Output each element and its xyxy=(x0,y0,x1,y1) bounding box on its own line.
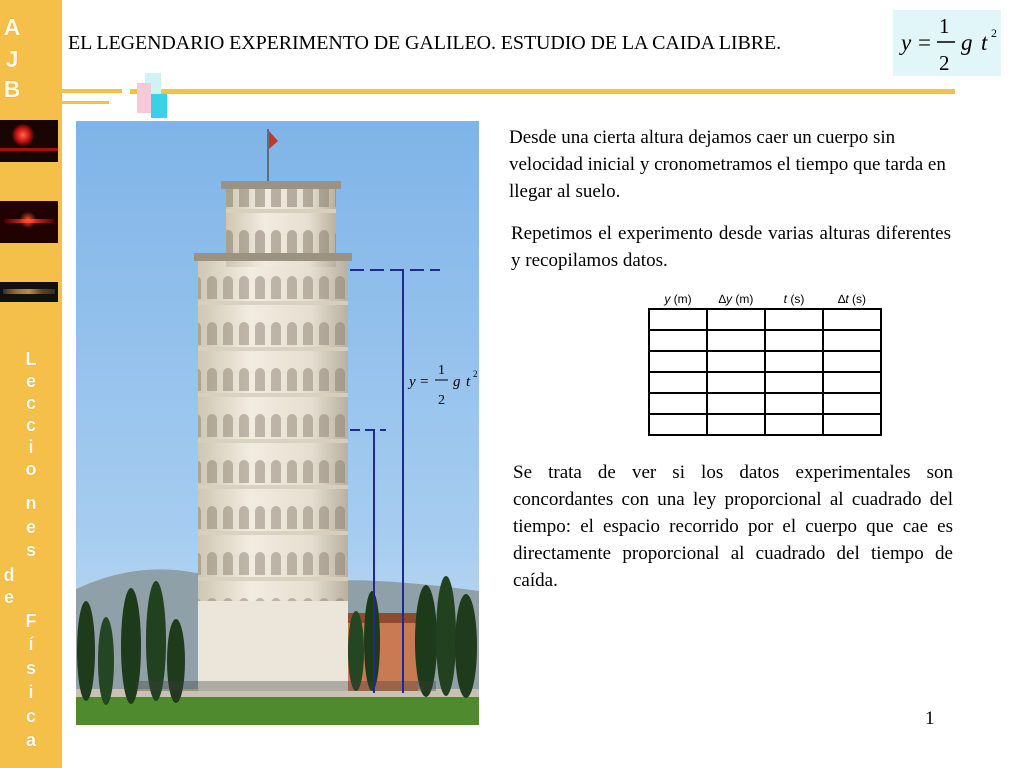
formula-t: t xyxy=(981,30,988,55)
vertical-letter: o xyxy=(25,459,37,479)
vertical-letter: c xyxy=(25,415,36,435)
table-row xyxy=(649,414,881,435)
thumbnail-spectrum xyxy=(0,282,58,302)
thumbnail-red-laser xyxy=(0,201,58,243)
table-cell xyxy=(765,414,823,435)
decor-square-pink xyxy=(137,83,151,113)
table-cell xyxy=(765,372,823,393)
logo-letter-a: A xyxy=(3,14,21,40)
sidebar xyxy=(0,0,62,768)
table-cell xyxy=(649,393,707,414)
header-delta-t: ∆t (s) xyxy=(837,291,866,306)
table-row xyxy=(649,372,881,393)
photo-formula-t: t xyxy=(466,374,471,390)
table-cell xyxy=(823,330,881,351)
table-row xyxy=(649,351,881,372)
vertical-letter: e xyxy=(25,371,36,391)
vertical-letter: s xyxy=(25,540,36,560)
table-cell xyxy=(649,414,707,435)
logo-letter-b: B xyxy=(3,76,21,102)
logo-letter-j: J xyxy=(5,46,19,72)
photo-formula-exponent: 2 xyxy=(473,369,478,379)
table-cell xyxy=(707,309,765,330)
table-cell xyxy=(823,414,881,435)
header-t: t (s) xyxy=(783,291,805,306)
formula-box xyxy=(893,10,1001,76)
table-cell xyxy=(707,372,765,393)
conclusion-paragraph: Se trata de ver si los datos experimentales son concordantes con una ley proporcional al cuadrado del tiempo: el espacio recorrido por el cuerpo que cae es directamente proporcional al cuadrado del tiempo de caída. xyxy=(513,462,953,591)
table-cell xyxy=(765,351,823,372)
table-cell xyxy=(823,372,881,393)
vertical-letter: s xyxy=(25,658,36,678)
vertical-letter: e xyxy=(3,587,14,607)
table-cell xyxy=(649,372,707,393)
table-cell xyxy=(823,351,881,372)
vertical-letter: n xyxy=(25,493,37,513)
vertical-letter: a xyxy=(25,730,36,750)
vertical-letter: c xyxy=(25,393,36,413)
table-cell xyxy=(707,414,765,435)
photo-formula-g: g xyxy=(453,374,461,390)
vertical-letter: d xyxy=(3,565,15,585)
table-cell xyxy=(707,330,765,351)
table-cell xyxy=(707,393,765,414)
decor-square-teal xyxy=(151,94,167,118)
formula-denominator: 2 xyxy=(939,51,950,75)
page-number: 1 xyxy=(925,708,935,729)
repeat-paragraph: Repetimos el experimento desde varias alturas diferentes y recopilamos datos. xyxy=(511,223,951,271)
table-cell xyxy=(707,351,765,372)
photo-formula-denominator: 2 xyxy=(438,393,445,408)
slide-title: EL LEGENDARIO EXPERIMENTO DE GALILEO. ESTUDIO DE LA CAIDA LIBRE. xyxy=(68,32,781,54)
table-cell xyxy=(649,330,707,351)
table-cell xyxy=(765,309,823,330)
vertical-letter: L xyxy=(25,349,37,369)
table-cell xyxy=(649,309,707,330)
header-line-left-short xyxy=(62,101,109,104)
photo-formula-equals: = xyxy=(420,374,429,390)
vertical-letter: i xyxy=(28,682,34,702)
formula-numerator: 1 xyxy=(939,14,950,38)
table-header-row xyxy=(649,289,881,309)
vertical-letter: í xyxy=(28,634,34,654)
table-cell xyxy=(649,351,707,372)
vertical-letter: e xyxy=(25,517,36,537)
photo-formula-numerator: 1 xyxy=(438,363,445,378)
thumbnail-red-glow xyxy=(0,120,58,162)
header-y: y (m) xyxy=(664,291,692,306)
vertical-letter: c xyxy=(25,706,36,726)
free-fall-formula xyxy=(893,10,1001,76)
intro-paragraph: Desde una cierta altura dejamos caer un cuerpo sin velocidad inicial y cronometramos el tiempo que tarda en llegar al suelo. xyxy=(509,127,946,202)
table-cell xyxy=(823,393,881,414)
table-row xyxy=(649,393,881,414)
formula-equals: = xyxy=(918,30,931,55)
formula-g: g xyxy=(961,30,973,55)
table-cell xyxy=(823,309,881,330)
vertical-letter: i xyxy=(28,437,34,457)
table-row xyxy=(649,309,881,330)
formula-exponent: 2 xyxy=(991,26,997,40)
table-cell xyxy=(765,393,823,414)
header-rule xyxy=(130,89,955,94)
table-cell xyxy=(765,330,823,351)
vertical-letter: F xyxy=(25,611,37,631)
formula-y: y xyxy=(901,30,912,55)
header-line-left xyxy=(62,89,122,93)
header-delta-y: ∆y (m) xyxy=(718,291,754,306)
photo-formula-y: y xyxy=(409,374,416,390)
pisa-tower-photo xyxy=(76,121,479,725)
data-table xyxy=(648,289,882,436)
table-row xyxy=(649,330,881,351)
